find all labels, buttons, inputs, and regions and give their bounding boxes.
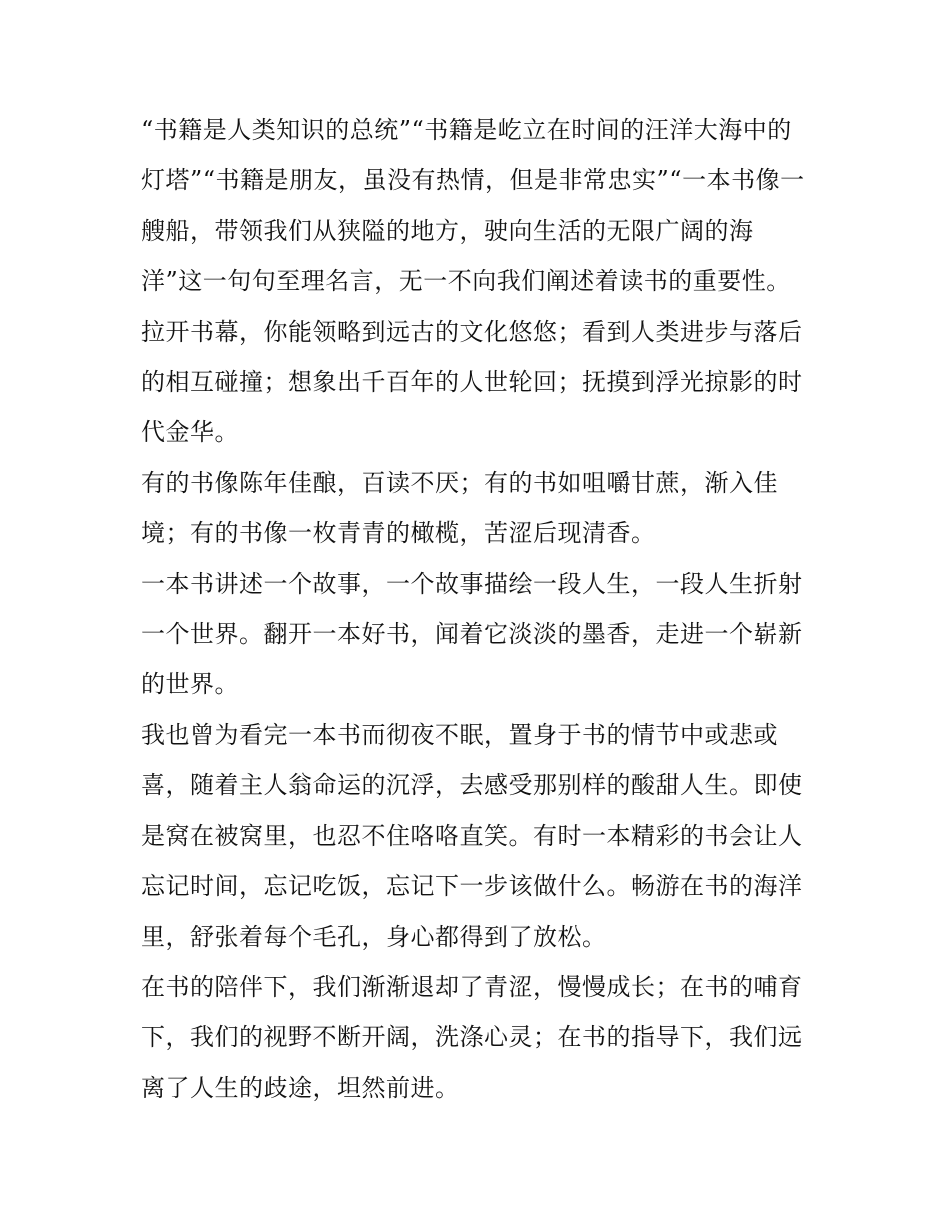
paragraph-2: 拉开书幕，你能领略到远古的文化悠悠；看到人类进步与落后的相互碰撞；想象出千百年的人世轮回；抚摸到浮光掠影的时代金华。 <box>141 317 803 447</box>
document-body <box>141 105 813 1113</box>
paragraph-1: “书籍是人类知识的总统”“书籍是屹立在时间的汪洋大海中的灯塔”“书籍是朋友，虽没有热情，但是非常忠实”“一本书像一艘船，带领我们从狭隘的地方，驶向生活的无限广阔的海洋”这一句句至理名言，无一不向我们阐述着读书的重要性。 <box>141 116 805 296</box>
paragraph-5: 我也曾为看完一本书而彻夜不眠，置身于书的情节中或悲或喜，随着主人翁命运的沉浮，去感受那别样的酸甜人生。即使是窝在被窝里，也忍不住咯咯直笑。有时一本精彩的书会让人忘记时间，忘记吃饭，忘记下一步该做什么。畅游在书的海洋里，舒张着每个毛孔，身心都得到了放松。 <box>141 720 803 951</box>
paragraph-6: 在书的陪伴下，我们渐渐退却了青涩，慢慢成长；在书的哺育下，我们的视野不断开阔，洗涤心灵；在书的指导下，我们远离了人生的歧途，坦然前进。 <box>141 972 803 1102</box>
paragraph-4: 一本书讲述一个故事，一个故事描绘一段人生，一段人生折射一个世界。翻开一本好书，闻着它淡淡的墨香，走进一个崭新的世界。 <box>141 569 803 699</box>
paragraph-3: 有的书像陈年佳酿，百读不厌；有的书如咀嚼甘蔗，渐入佳境；有的书像一枚青青的橄榄，苦涩后现清香。 <box>141 468 778 548</box>
